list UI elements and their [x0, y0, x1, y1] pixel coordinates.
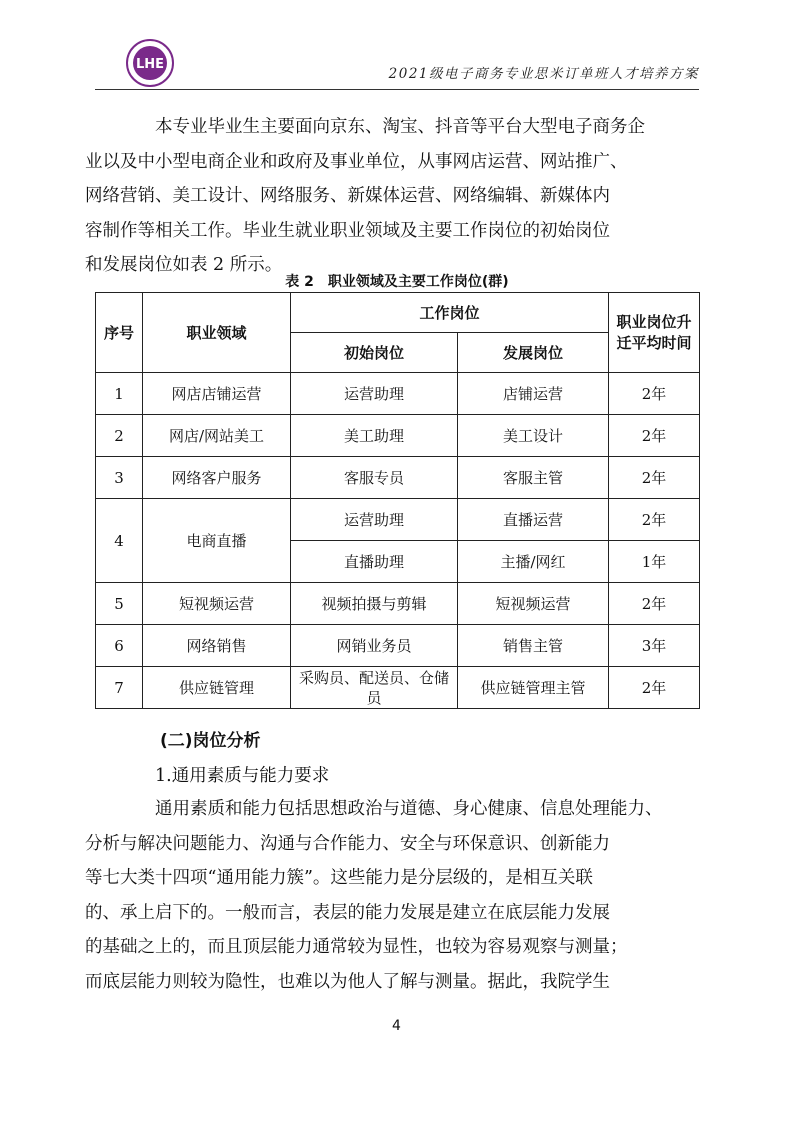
cell-time: 1年 [609, 541, 700, 583]
cell-field: 供应链管理 [143, 667, 291, 709]
cell-time: 2年 [609, 583, 700, 625]
body-line: 的基础之上的，而且顶层能力通常较为显性，也较为容易观察与测量； [85, 937, 628, 957]
intro-line: 容制作等相关工作。毕业生就业职业领域及主要工作岗位的初始岗位 [85, 220, 610, 241]
cell-time: 2年 [609, 373, 700, 415]
cell-time: 2年 [609, 499, 700, 541]
body-paragraph [85, 792, 700, 999]
cell-develop: 销售主管 [458, 625, 609, 667]
table-row [96, 373, 700, 415]
cell-seq: 6 [96, 625, 143, 667]
page-number: 4 [392, 1018, 401, 1034]
cell-initial: 直播助理 [291, 541, 458, 583]
cell-develop: 美工设计 [458, 415, 609, 457]
document-title: 2021级电子商务专业思米订单班人才培养方案 [388, 66, 699, 82]
school-logo [125, 38, 175, 88]
body-line: 通用素质和能力包括思想政治与道德、身心健康、信息处理能力、 [155, 799, 663, 819]
cell-initial: 美工助理 [291, 415, 458, 457]
cell-field: 电商直播 [143, 499, 291, 583]
cell-develop: 店铺运营 [458, 373, 609, 415]
header-divider [95, 89, 699, 90]
body-line: 而底层能力则较为隐性，也难以为他人了解与测量。据此，我院学生 [85, 971, 610, 992]
table-row [96, 457, 700, 499]
intro-line: 网络营销、美工设计、网络服务、新媒体运营、网络编辑、新媒体内 [85, 186, 610, 206]
cell-time: 3年 [609, 625, 700, 667]
cell-seq: 4 [96, 499, 143, 583]
intro-paragraph [85, 110, 700, 283]
header-time: 职业岗位升迁平均时间 [609, 293, 700, 373]
header-positions: 工作岗位 [291, 293, 609, 333]
body-line: 等七大类十四项“通用能力簇”。这些能力是分层级的，是相互关联 [85, 868, 593, 888]
table-row [96, 625, 700, 667]
page-header [95, 38, 699, 88]
cell-initial: 网销业务员 [291, 625, 458, 667]
cell-develop: 供应链管理主管 [458, 667, 609, 709]
cell-seq: 7 [96, 667, 143, 709]
cell-develop: 短视频运营 [458, 583, 609, 625]
cell-time: 2年 [609, 457, 700, 499]
header-develop: 发展岗位 [458, 333, 609, 373]
cell-initial: 运营助理 [291, 499, 458, 541]
cell-initial: 视频拍摄与剪辑 [291, 583, 458, 625]
cell-initial: 运营助理 [291, 373, 458, 415]
cell-develop: 主播/网红 [458, 541, 609, 583]
cell-field: 网络客户服务 [143, 457, 291, 499]
body-line: 分析与解决问题能力、沟通与合作能力、安全与环保意识、创新能力 [85, 833, 610, 854]
cell-seq: 2 [96, 415, 143, 457]
job-positions-table [95, 292, 700, 709]
intro-line: 和发展岗位如表 2 所示。 [85, 255, 283, 275]
table-row [96, 499, 700, 541]
logo-text: LHE [135, 57, 165, 72]
subsection-title: 1.通用素质与能力要求 [155, 766, 330, 786]
section-title: (二)岗位分析 [160, 731, 261, 751]
cell-seq: 1 [96, 373, 143, 415]
cell-field: 短视频运营 [143, 583, 291, 625]
cell-field: 网店/网站美工 [143, 415, 291, 457]
cell-seq: 5 [96, 583, 143, 625]
cell-seq: 3 [96, 457, 143, 499]
cell-develop: 直播运营 [458, 499, 609, 541]
table-row [96, 583, 700, 625]
table-caption: 表 2 职业领域及主要工作岗位(群) [285, 274, 509, 290]
cell-time: 2年 [609, 667, 700, 709]
body-line: 的、承上启下的。一般而言，表层的能力发展是建立在底层能力发展 [85, 902, 610, 923]
table-row [96, 667, 700, 709]
header-field: 职业领域 [143, 293, 291, 373]
intro-line: 本专业毕业生主要面向京东、淘宝、抖音等平台大型电子商务企 [155, 117, 645, 137]
cell-initial: 客服专员 [291, 457, 458, 499]
cell-field: 网店店铺运营 [143, 373, 291, 415]
header-seq: 序号 [96, 293, 143, 373]
intro-line: 业以及中小型电商企业和政府及事业单位，从事网店运营、网站推广、 [85, 151, 628, 172]
header-initial: 初始岗位 [291, 333, 458, 373]
cell-field: 网络销售 [143, 625, 291, 667]
table-row [96, 415, 700, 457]
cell-develop: 客服主管 [458, 457, 609, 499]
cell-time: 2年 [609, 415, 700, 457]
cell-initial: 采购员、配送员、仓储员 [291, 667, 458, 709]
